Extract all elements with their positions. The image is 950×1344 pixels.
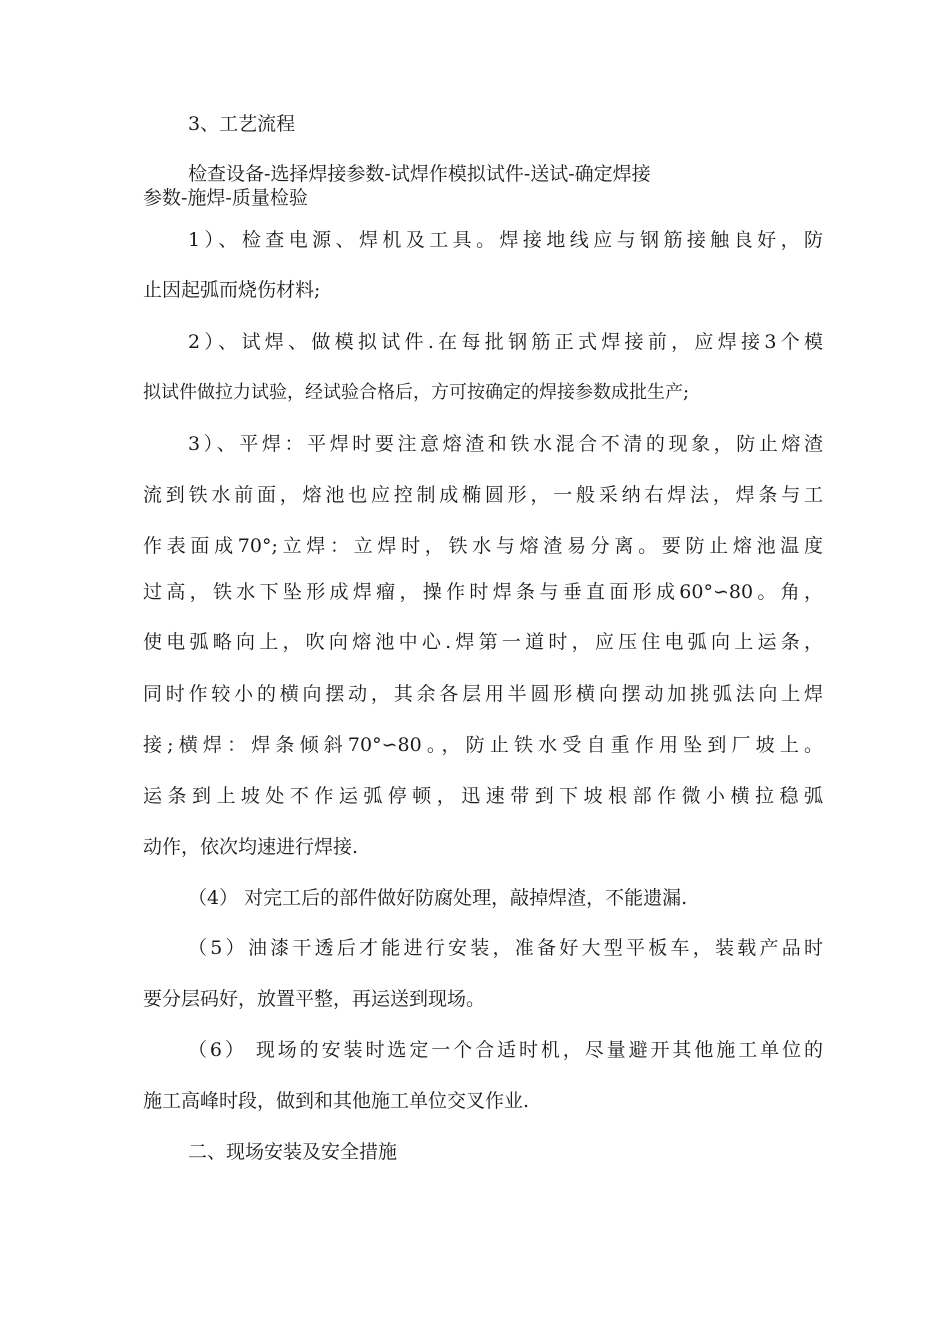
- step3-line-1: 3）、平焊：平焊时要注意熔渣和铁水混合不清的现象，防止熔渣: [188, 433, 823, 455]
- step1-line-1: 1）、检查电源、焊机及工具。焊接地线应与钢筋接触良好，防: [188, 229, 823, 251]
- step3-line-6: 同时作较小的横向摆动，其余各层用半圆形横向摆动加挑弧法向上焊: [143, 683, 823, 705]
- step5-line-1: （5）油漆干透后才能进行安装，准备好大型平板车，装载产品时: [188, 937, 823, 959]
- step1-line-2: 止因起弧而烧伤材料;: [143, 279, 321, 301]
- step3-line-5: 使电弧略向上，吹向熔池中心.焊第一道时，应压住电弧向上运条，: [143, 631, 823, 653]
- step4-line-1: （4） 对完工后的部件做好防腐处理，敲掉焊渣，不能遗漏.: [188, 887, 688, 909]
- step6-line-2: 施工高峰时段，做到和其他施工单位交叉作业.: [143, 1090, 530, 1112]
- step3-line-4: 过高，铁水下坠形成焊瘤，操作时焊条与垂直面形成60°∽80。角，: [143, 581, 823, 603]
- flow-line-1: 检查设备-选择焊接参数-试焊作模拟试件-送试-确定焊接: [188, 163, 651, 185]
- section-heading-install: 二、现场安装及安全措施: [188, 1141, 398, 1163]
- step3-line-2: 流到铁水前面，熔池也应控制成椭圆形，一般采纳右焊法，焊条与工: [143, 484, 823, 506]
- step3-line-8: 运条到上坡处不作运弧停顿，迅速带到下坡根部作微小横拉稳弧: [143, 785, 823, 807]
- step2-line-1: 2）、试焊、做模拟试件.在每批钢筋正式焊接前，应焊接3个模: [188, 331, 823, 353]
- step3-line-3: 作表面成70°;立焊：立焊时，铁水与熔渣易分离。要防止熔池温度: [143, 535, 823, 557]
- step3-line-7: 接;横焊：焊条倾斜70°∽80。，防止铁水受自重作用坠到厂坡上。: [143, 734, 823, 756]
- flow-line-2: 参数-施焊-质量检验: [143, 187, 308, 209]
- section-heading-process: 3、工艺流程: [188, 113, 296, 135]
- step2-line-2: 拟试件做拉力试验，经试验合格后，方可按确定的焊接参数成批生产;: [143, 382, 690, 403]
- step5-line-2: 要分层码好，放置平整，再运送到现场。: [143, 988, 486, 1010]
- step3-line-9: 动作，依次均速进行焊接.: [143, 836, 359, 858]
- step6-line-1: （6） 现场的安装时选定一个合适时机，尽量避开其他施工单位的: [188, 1039, 823, 1061]
